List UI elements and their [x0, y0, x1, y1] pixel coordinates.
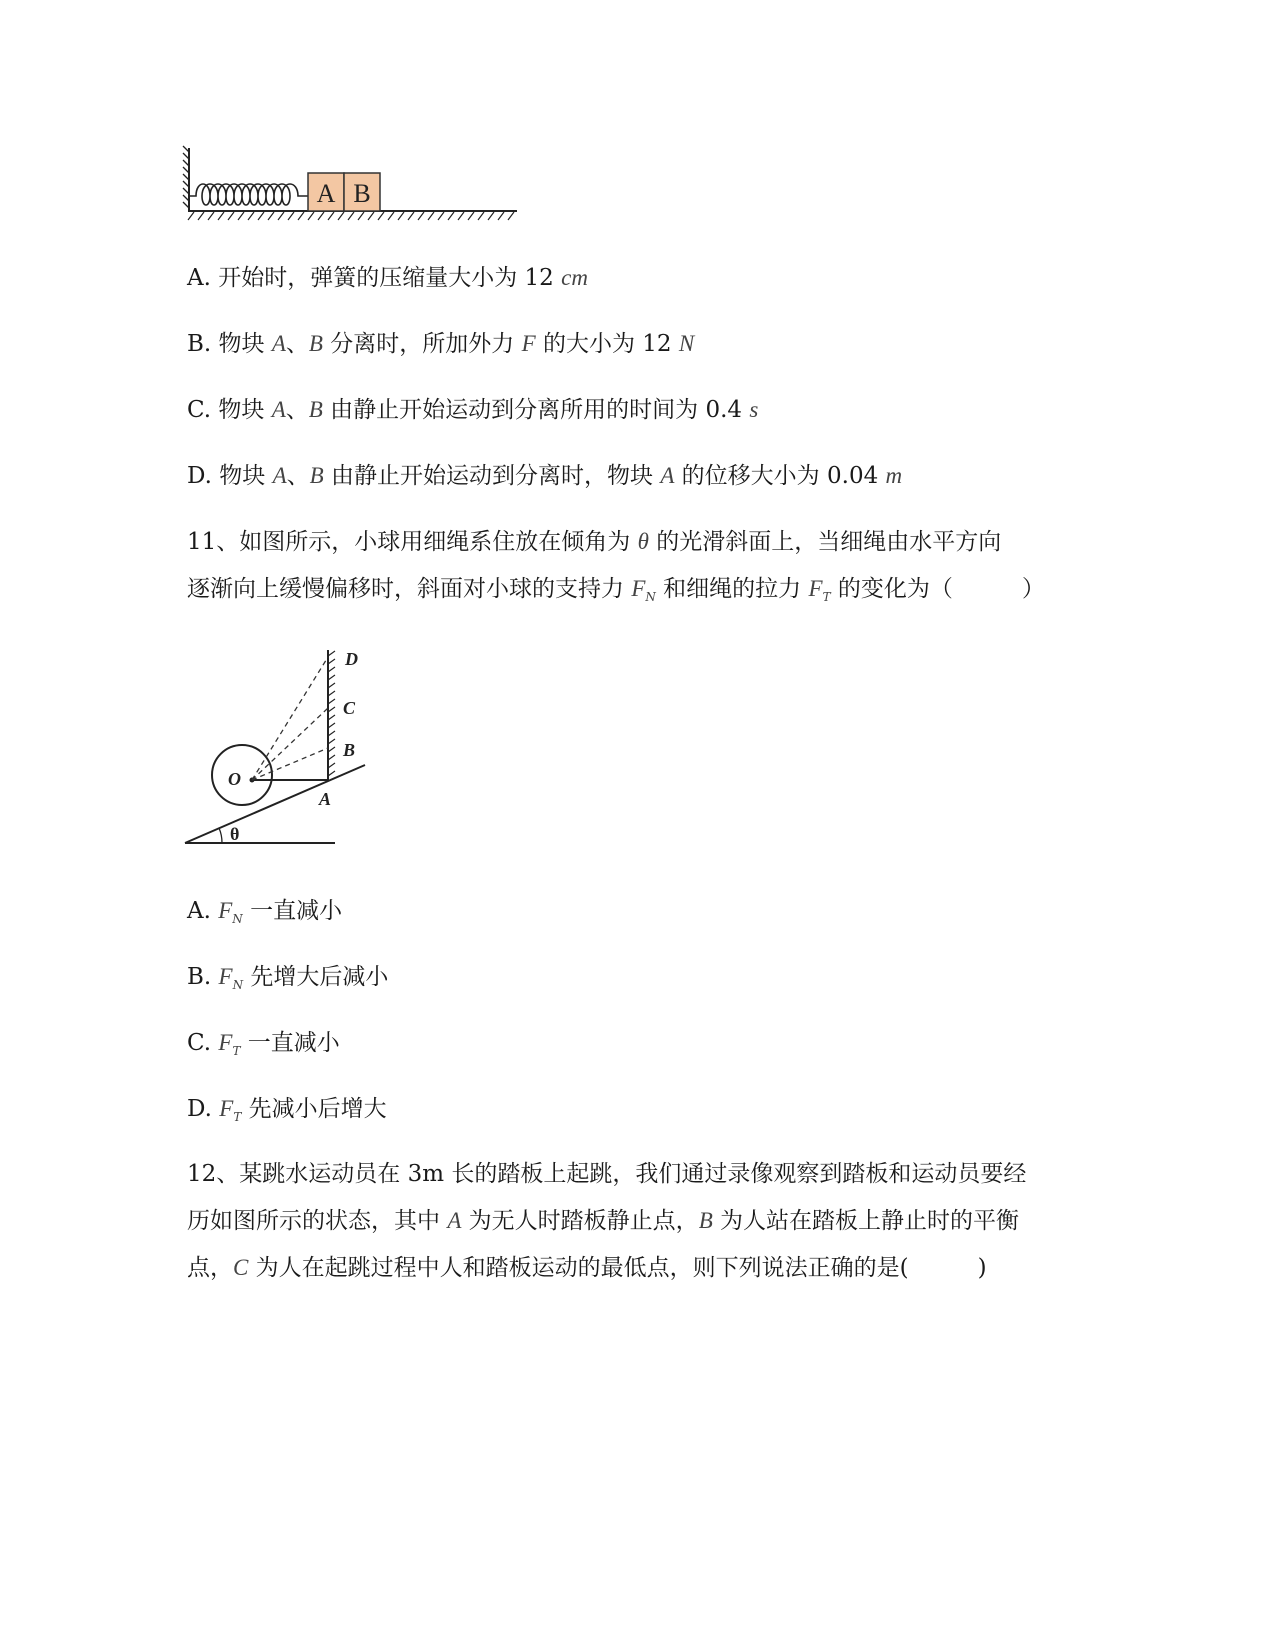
label-theta: θ	[230, 824, 240, 844]
var-f: F	[218, 1030, 233, 1055]
text: 、	[285, 331, 309, 357]
subscript: T	[232, 1044, 241, 1058]
label-a: A	[319, 789, 332, 809]
label-d: D	[345, 649, 358, 669]
q12-stem-line-3	[187, 1253, 987, 1283]
q11-option-a	[187, 896, 342, 934]
text: 12、某跳水运动员在 3m 长的踏板上起跳，我们通过录像观察到踏板和运动员要经	[187, 1161, 1027, 1187]
text: 的大小为 12	[535, 331, 679, 357]
text: 的光滑斜面上，当细绳由水平方向	[648, 529, 1002, 555]
unit-m: m	[885, 463, 903, 488]
q11-option-d	[187, 1094, 387, 1132]
text: 先减小后增大	[241, 1096, 387, 1122]
var-a: A	[660, 463, 675, 488]
text: D. 物块	[187, 463, 273, 489]
text: 的变化为（ ）	[830, 576, 1045, 602]
text: 和细绳的拉力	[655, 576, 809, 602]
text: 先增大后减小	[243, 964, 389, 990]
text: 由静止开始运动到分离时，物块	[323, 463, 661, 489]
label-c: C	[343, 698, 356, 718]
q10-option-b	[187, 329, 694, 359]
q11-option-b	[187, 962, 388, 1000]
subscript-t: T	[822, 590, 831, 604]
text: 点，	[187, 1255, 233, 1281]
subscript: T	[233, 1110, 242, 1124]
unit-n: N	[678, 331, 695, 356]
var-a: A	[271, 331, 286, 356]
var-a: A	[272, 463, 287, 488]
subscript: N	[232, 978, 244, 992]
label-b: B	[343, 740, 356, 760]
text: 为无人时踏板静止点，	[461, 1208, 699, 1234]
text: 逐渐向上缓慢偏移时，斜面对小球的支持力	[187, 576, 632, 602]
var-b: B	[698, 1208, 713, 1233]
text: 的位移大小为 0.04	[674, 463, 886, 489]
q11-option-c	[187, 1028, 340, 1066]
text: 、	[285, 397, 309, 423]
subscript-n: N	[645, 590, 656, 604]
text: B.	[187, 964, 219, 990]
text: A.	[187, 898, 219, 924]
text: B. 物块	[187, 331, 272, 357]
q10-option-a-text: A. 开始时，弹簧的压缩量大小为 12	[187, 265, 562, 291]
var-b: B	[308, 331, 323, 356]
var-a: A	[271, 397, 286, 422]
var-f: F	[521, 331, 536, 356]
q10-option-a	[187, 263, 588, 293]
q12-stem-line-1	[187, 1159, 1026, 1189]
block-b-label: B	[353, 179, 371, 208]
var-theta: θ	[637, 529, 649, 554]
subscript: N	[232, 912, 243, 926]
var-f: F	[631, 576, 646, 601]
text: 为人在起跳过程中人和踏板运动的最低点，则下列说法正确的是( )	[248, 1255, 987, 1281]
text: 由静止开始运动到分离所用的时间为 0.4	[322, 397, 750, 423]
q11-stem-line-2	[187, 574, 1045, 612]
var-f: F	[218, 898, 233, 923]
text: D.	[187, 1096, 220, 1122]
q10-option-c	[187, 395, 758, 425]
incline-ball-figure	[180, 640, 390, 855]
spring-blocks-figure	[180, 140, 525, 225]
block-a-label: A	[316, 179, 336, 208]
spring	[189, 184, 308, 205]
q12-stem-line-2	[187, 1206, 1019, 1236]
text: C.	[187, 1030, 219, 1056]
text: 历如图所示的状态，其中	[187, 1208, 448, 1234]
label-o: O	[228, 769, 241, 789]
text: 11、如图所示，小球用细绳系住放在倾角为	[187, 529, 638, 555]
var-b: B	[309, 463, 324, 488]
var-a: A	[447, 1208, 462, 1233]
text: C. 物块	[187, 397, 272, 423]
var-b: B	[308, 397, 323, 422]
unit-cm: cm	[561, 265, 588, 290]
var-f: F	[219, 1096, 234, 1121]
var-f: F	[218, 964, 233, 989]
text: 分离时，所加外力	[322, 331, 522, 357]
q10-option-d	[187, 461, 902, 491]
text: 一直减小	[242, 898, 343, 924]
q11-stem-line-1	[187, 527, 1001, 557]
text: 一直减小	[240, 1030, 340, 1056]
unit-s: s	[749, 397, 759, 422]
text: 、	[286, 463, 310, 489]
var-c: C	[233, 1255, 249, 1280]
text: 为人站在踏板上静止时的平衡	[712, 1208, 1020, 1234]
var-f: F	[808, 576, 823, 601]
